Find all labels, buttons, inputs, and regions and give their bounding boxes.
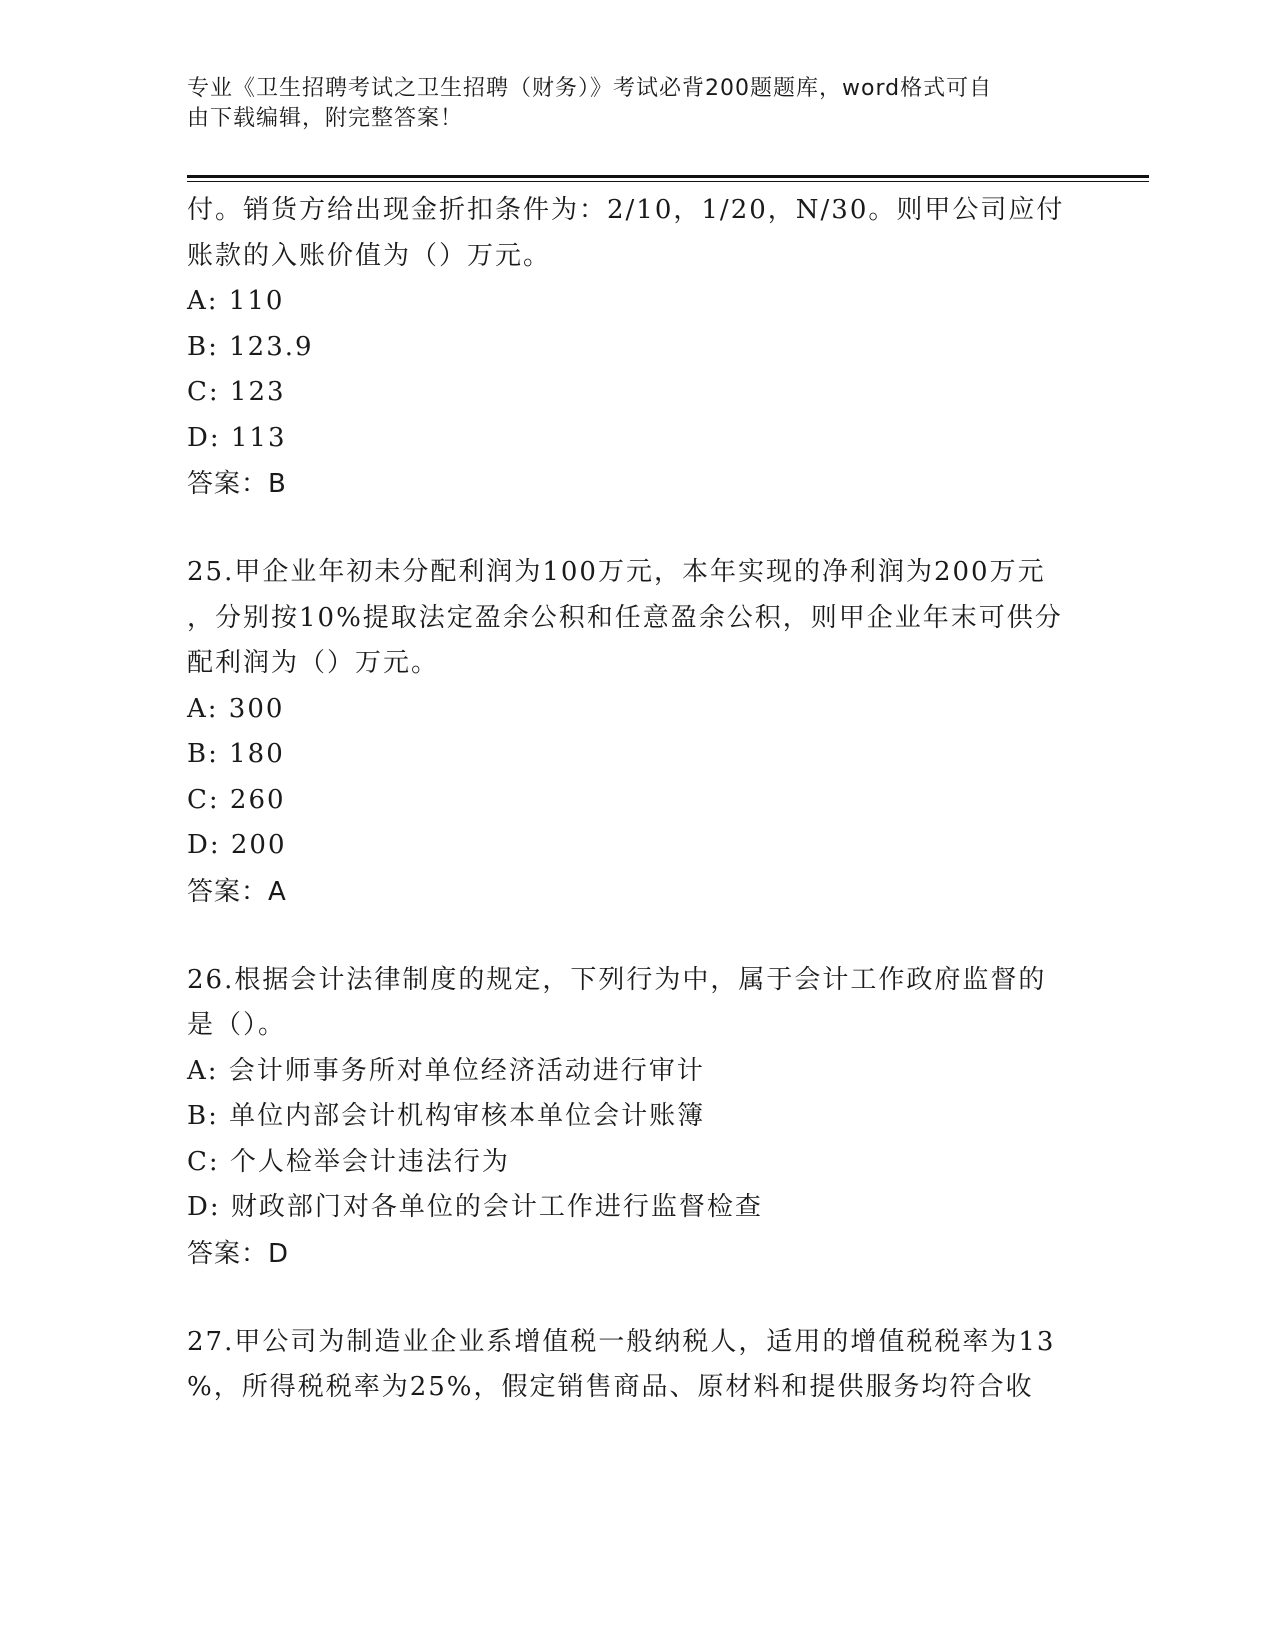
header-divider-thick — [187, 175, 1149, 178]
option-b: B: 单位内部会计机构审核本单位会计账簿 — [187, 1101, 706, 1131]
option-a: A: 会计师事务所对单位经济活动进行审计 — [187, 1055, 705, 1086]
question-25 — [187, 550, 1087, 915]
question-27 — [187, 1320, 1087, 1411]
answer: 答案：B — [187, 469, 287, 499]
question-26 — [187, 958, 1087, 1277]
option-a: A: 300 — [187, 693, 285, 724]
option-d: D: 财政部门对各单位的会计工作进行监督检查 — [187, 1192, 763, 1222]
header-divider-thin — [187, 181, 1149, 182]
option-d: D: 200 — [187, 830, 287, 860]
question-text-line: 付。销货方给出现金折扣条件为：2/10，1/20，N/30。则甲公司应付 — [187, 195, 1065, 225]
question-text-line: 26.根据会计法律制度的规定，下列行为中，属于会计工作政府监督的 — [187, 964, 1047, 995]
document-body — [187, 188, 1087, 1411]
option-a: A: 110 — [187, 286, 285, 316]
header-line-2: 由下载编辑，附完整答案！ — [187, 106, 464, 131]
question-text-line: ，分别按10%提取法定盈余公积和任意盈余公积，则甲企业年末可供分 — [187, 602, 1063, 633]
answer: 答案：D — [187, 1238, 290, 1269]
question-text-line: 配利润为（）万元。 — [187, 648, 440, 678]
option-b: B: 180 — [187, 739, 285, 769]
question-text-line: 账款的入账价值为（）万元。 — [187, 240, 552, 271]
option-c: C: 123 — [187, 377, 286, 407]
option-b: B: 123.9 — [187, 331, 314, 362]
option-c: C: 260 — [187, 784, 286, 815]
question-24-continuation — [187, 188, 1087, 507]
option-c: C: 个人检举会计违法行为 — [187, 1146, 510, 1177]
answer: 答案：A — [187, 876, 287, 907]
header-line-1: 专业《卫生招聘考试之卫生招聘（财务）》考试必背200题题库，word格式可自 — [187, 76, 993, 101]
question-text-line: 25.甲企业年初未分配利润为100万元，本年实现的净利润为200万元 — [187, 557, 1046, 587]
question-text-line: 是（）。 — [187, 1010, 287, 1040]
option-d: D: 113 — [187, 422, 287, 453]
question-text-line: 27.甲公司为制造业企业系增值税一般纳税人，适用的增值税税率为13 — [187, 1326, 1056, 1357]
document-header — [187, 74, 1067, 134]
question-text-line: %，所得税税率为25%，假定销售商品、原材料和提供服务均符合收 — [187, 1372, 1034, 1402]
